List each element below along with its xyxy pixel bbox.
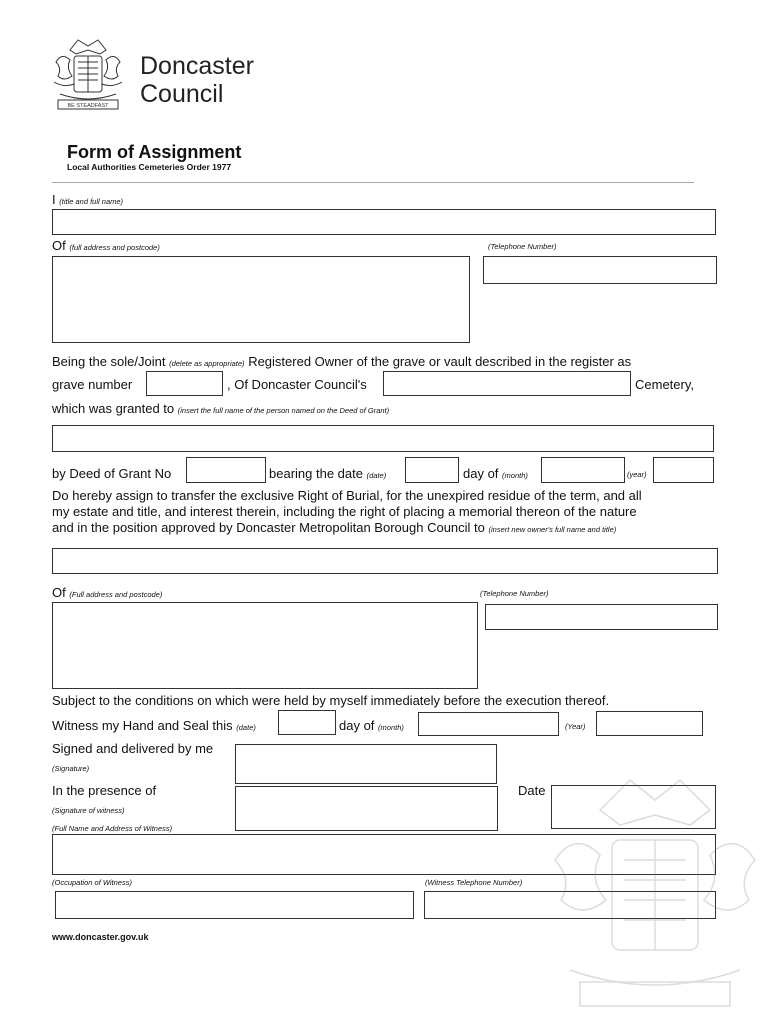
grave-number-field[interactable] — [146, 371, 223, 396]
of-label: Of (full address and postcode) — [52, 238, 160, 253]
signature-hint: (Signature) — [52, 764, 90, 773]
header-divider — [52, 182, 694, 183]
council-crest-logo — [48, 32, 128, 112]
new-owner-telephone-field[interactable] — [485, 604, 718, 630]
bearing-date-label: bearing the date (date) — [269, 466, 387, 481]
of-council-label: , Of Doncaster Council's — [227, 377, 367, 392]
deed-year-hint: (year) — [627, 470, 647, 479]
new-owner-name-field[interactable] — [52, 548, 718, 574]
witness-date-label: Date — [518, 783, 546, 798]
witness-occupation-hint: (Occupation of Witness) — [52, 878, 132, 887]
assignor-address-field[interactable] — [52, 256, 470, 343]
granted-to-label: which was granted to (insert the full name of the person named on the Deed of Grant) — [52, 401, 390, 416]
deed-day-of-label: day of (month) — [463, 466, 528, 481]
signed-delivered-label: Signed and delivered by me — [52, 741, 214, 756]
assignor-telephone-field[interactable] — [483, 256, 717, 284]
form-subtitle: Local Authorities Cemeteries Order 1977 — [67, 162, 232, 172]
motto-text: BE STEADFAST — [67, 103, 109, 109]
deed-number-field[interactable] — [186, 457, 266, 483]
website-url: www.doncaster.gov.uk — [52, 932, 149, 942]
seal-year-field[interactable] — [596, 711, 703, 736]
witness-hand-label: Witness my Hand and Seal this (date) — [52, 718, 256, 733]
new-owner-address-field[interactable] — [52, 602, 478, 689]
cemetery-label: Cemetery, — [635, 377, 694, 392]
witness-name-hint: (Full Name and Address of Witness) — [52, 824, 173, 833]
cemetery-name-field[interactable] — [383, 371, 631, 396]
assignment-text-line1: Do hereby assign to transfer the exclusive Right of Burial, for the unexpired residue of the term, and all — [52, 488, 642, 503]
grave-number-label: grave number — [52, 377, 133, 392]
assignment-text-line2: my estate and title, and interest therein, including the right of placing a memorial thereon of the nature — [52, 504, 637, 519]
subject-conditions-text: Subject to the conditions on which were held by myself immediately before the execution thereof. — [52, 693, 610, 708]
seal-date-field[interactable] — [278, 710, 336, 735]
signature-field[interactable] — [235, 744, 497, 784]
new-owner-telephone-hint: (Telephone Number) — [480, 589, 549, 598]
witness-signature-field[interactable] — [235, 786, 498, 831]
deed-month-field[interactable] — [541, 457, 625, 483]
witness-signature-hint: (Signature of witness) — [52, 806, 125, 815]
seal-month-field[interactable] — [418, 712, 559, 736]
form-title: Form of Assignment — [67, 142, 242, 162]
assignor-name-field[interactable] — [52, 209, 716, 235]
new-owner-of-label: Of (Full address and postcode) — [52, 585, 163, 600]
deed-date-field[interactable] — [405, 457, 459, 483]
brand-name-line1: Doncaster — [140, 52, 254, 80]
witness-occupation-field[interactable] — [55, 891, 414, 919]
telephone-hint: (Telephone Number) — [488, 242, 557, 251]
i-label: I (title and full name) — [52, 192, 124, 207]
seal-day-of-label: day of (month) — [339, 718, 404, 733]
deed-number-label: by Deed of Grant No — [52, 466, 172, 481]
deed-year-field[interactable] — [653, 457, 714, 483]
witness-telephone-hint: (Witness Telephone Number) — [425, 878, 523, 887]
registered-owner-line: Being the sole/Joint (delete as appropriate) Registered Owner of the grave or vault described in the register as — [52, 354, 632, 369]
crest-watermark — [540, 770, 770, 1010]
grantee-name-field[interactable] — [52, 425, 714, 452]
brand-name-line2: Council — [140, 80, 224, 108]
seal-year-hint: (Year) — [565, 722, 586, 731]
presence-label: In the presence of — [52, 783, 157, 798]
assignment-text-line3: and in the position approved by Doncaster Metropolitan Borough Council to (insert new owner's full name and title) — [52, 520, 617, 535]
